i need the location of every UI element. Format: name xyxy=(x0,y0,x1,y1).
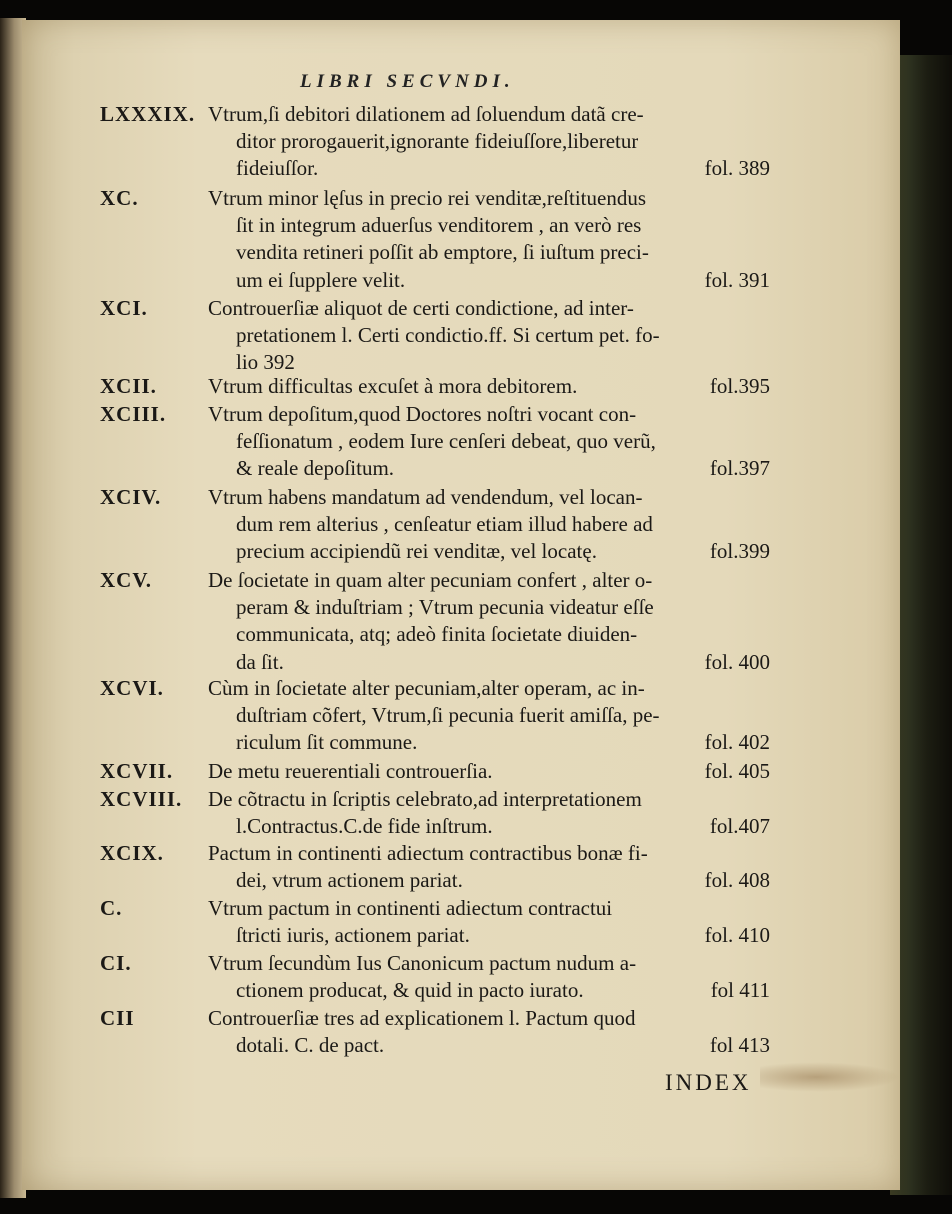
folio-reference: fol. 391 xyxy=(704,267,770,292)
entry-line: Controuerſiæ tres ad explicationem l. Pactum quod xyxy=(208,1006,636,1030)
folio-reference: fol. 410 xyxy=(704,923,770,948)
index-entry xyxy=(100,758,770,785)
entry-line: ſit in integrum aduerſus venditorem , an verò res xyxy=(236,213,642,238)
entry-line: Cùm in ſocietate alter pecuniam,alter operam, ac in- xyxy=(208,676,645,700)
entry-line: um ei ſupplere velit. xyxy=(236,267,406,292)
entry-line: peram & induſtriam ; Vtrum pecunia videatur eſſe xyxy=(236,595,654,620)
entry-line: De ſocietate in quam alter pecuniam confert , alter o- xyxy=(208,568,653,592)
index-entry xyxy=(100,840,770,894)
index-entry xyxy=(100,786,770,840)
entry-line: riculum ſit commune. xyxy=(236,730,418,755)
folio-reference: fol. 402 xyxy=(704,730,770,755)
entry-numeral: XCII. xyxy=(100,374,157,398)
entry-numeral: CI. xyxy=(100,951,132,975)
entry-line: Vtrum pactum in continenti adiectum contractui xyxy=(208,896,613,920)
entry-line: Pactum in continenti adiectum contractibus bonæ fi- xyxy=(208,841,648,865)
entry-line: Vtrum habens mandatum ad vendendum, vel locan- xyxy=(208,485,643,509)
entry-line: De cõtractu in ſcriptis celebrato,ad interpretationem xyxy=(208,787,642,811)
folio-reference: fol 413 xyxy=(709,1033,770,1058)
index-entry xyxy=(100,185,770,294)
folio-reference: fol.395 xyxy=(709,374,770,398)
entry-line: De metu reuerentiali controuerſia. xyxy=(208,759,493,783)
index-entry xyxy=(100,1005,770,1059)
entry-line: Controuerſiæ aliquot de certi condictione, ad inter- xyxy=(208,296,634,320)
entry-line: communicata, atq; adeò finita ſocietate diuiden- xyxy=(236,622,638,647)
index-entry xyxy=(100,675,770,757)
entry-numeral: LXXXIX. xyxy=(100,102,196,126)
entry-numeral: XCIV. xyxy=(100,485,162,509)
entry-numeral: XCVI. xyxy=(100,676,164,700)
entry-numeral: XC. xyxy=(100,186,139,210)
folio-reference: fol 411 xyxy=(710,978,770,1003)
index-entry xyxy=(100,295,770,377)
entry-numeral: CII xyxy=(100,1006,135,1030)
entry-line: duſtriam cõfert, Vtrum,ſi pecunia fuerit amiſſa, pe- xyxy=(236,703,660,728)
entry-line: dum rem alterius , cenſeatur etiam illud habere ad xyxy=(236,512,653,537)
folio-reference: fol.397 xyxy=(709,456,770,481)
folio-reference: fol.407 xyxy=(709,814,770,839)
entry-numeral: XCVIII. xyxy=(100,787,183,811)
index-entry xyxy=(100,950,770,1004)
entry-line: Vtrum minor lęſus in precio rei venditæ,reſtituendus xyxy=(208,186,646,210)
index-entry xyxy=(100,484,770,566)
folio-reference: fol. 400 xyxy=(704,649,770,674)
entry-line: ſtricti iuris, actionem pariat. xyxy=(236,923,470,948)
folio-reference: fol. 408 xyxy=(704,868,770,893)
index-entry xyxy=(100,401,770,483)
running-head: LIBRI SECVNDI. xyxy=(300,71,515,92)
index-entry xyxy=(100,373,770,400)
entry-line: l.Contractus.C.de fide inſtrum. xyxy=(236,814,493,839)
entry-line: da ſit. xyxy=(236,649,284,674)
entry-line: lio 392 xyxy=(236,350,295,375)
entry-line: fideiuſſor. xyxy=(236,156,319,181)
entry-line: & reale depoſitum. xyxy=(236,456,395,481)
catchword: INDEX xyxy=(665,1070,752,1095)
entry-line: precium accipiendũ rei venditæ, vel locatę. xyxy=(236,539,597,564)
folio-reference: fol. 405 xyxy=(704,759,770,783)
entry-line: ditor prorogauerit,ignorante fideiuſſore,liberetur xyxy=(236,129,639,154)
index-entry xyxy=(100,101,770,183)
entry-line: dotali. C. de pact. xyxy=(236,1033,385,1058)
folio-reference: fol. 389 xyxy=(704,156,770,181)
entry-numeral: XCVII. xyxy=(100,759,174,783)
folio-reference: fol.399 xyxy=(709,539,770,564)
page-smudge xyxy=(760,1062,900,1092)
entry-line: Vtrum depoſitum,quod Doctores noſtri vocant con- xyxy=(208,402,637,426)
entry-line: Vtrum,ſi debitori dilationem ad ſoluendum datã cre- xyxy=(208,102,644,126)
entry-line: pretationem l. Certi condictio.ff. Si certum pet. fo- xyxy=(236,323,660,348)
entry-line: dei, vtrum actionem pariat. xyxy=(236,868,463,893)
entry-numeral: XCI. xyxy=(100,296,148,320)
entry-numeral: XCIX. xyxy=(100,841,164,865)
entry-line: ctionem producat, & quid in pacto iurato. xyxy=(236,978,584,1003)
index-entry xyxy=(100,567,770,676)
entry-line: feſſionatum , eodem Iure cenſeri debeat, quo verũ, xyxy=(236,429,656,454)
entry-line: Vtrum ſecundùm Ius Canonicum pactum nudum a- xyxy=(208,951,637,975)
entry-numeral: XCV. xyxy=(100,568,153,592)
entry-numeral: XCIII. xyxy=(100,402,167,426)
index-entry xyxy=(100,895,770,949)
entry-line: vendita retineri poſſit ab emptore, ſi iuſtum preci- xyxy=(236,240,649,265)
entry-line: Vtrum difficultas excuſet à mora debitorem. xyxy=(208,374,578,398)
entry-numeral: C. xyxy=(100,896,123,920)
